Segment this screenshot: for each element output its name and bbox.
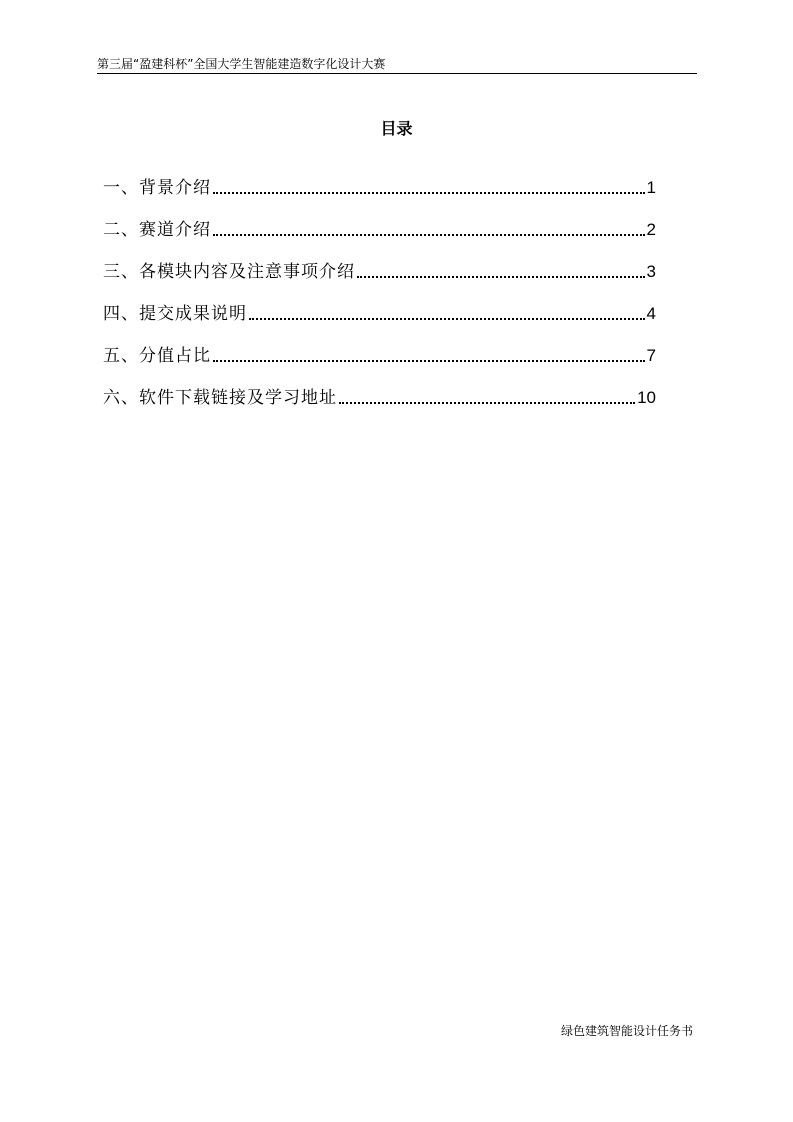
toc-entry-5[interactable] bbox=[103, 326, 656, 368]
toc-entry-number: 五、 bbox=[103, 346, 139, 366]
toc-entry-page: 1 bbox=[646, 178, 656, 197]
toc-entry-label: 软件下载链接及学习地址 bbox=[139, 388, 337, 408]
table-of-contents bbox=[103, 158, 656, 410]
toc-title: 目录 bbox=[380, 119, 413, 138]
toc-dot-leader bbox=[357, 275, 645, 278]
toc-dot-leader bbox=[339, 401, 635, 404]
toc-dot-leader bbox=[213, 191, 645, 194]
toc-entry-label: 各模块内容及注意事项介绍 bbox=[139, 262, 355, 282]
toc-entry-2[interactable] bbox=[103, 200, 656, 242]
toc-entry-number: 一、 bbox=[103, 178, 139, 198]
toc-entry-page: 10 bbox=[637, 388, 656, 407]
toc-entry-4[interactable] bbox=[103, 284, 656, 326]
toc-entry-3[interactable] bbox=[103, 242, 656, 284]
toc-entry-page: 2 bbox=[646, 220, 656, 239]
toc-entry-label: 分值占比 bbox=[139, 346, 211, 366]
toc-entry-page: 4 bbox=[646, 304, 656, 323]
toc-dot-leader bbox=[249, 317, 645, 320]
toc-entry-page: 3 bbox=[646, 262, 656, 281]
page-header bbox=[97, 57, 697, 74]
toc-entry-number: 四、 bbox=[103, 304, 139, 324]
toc-entry-number: 二、 bbox=[103, 220, 139, 240]
footer-text: 绿色建筑智能设计任务书 bbox=[560, 1024, 693, 1038]
toc-dot-leader bbox=[213, 233, 645, 236]
toc-entry-page: 7 bbox=[646, 346, 656, 365]
toc-entry-label: 提交成果说明 bbox=[139, 304, 247, 324]
toc-dot-leader bbox=[213, 359, 645, 362]
toc-entry-number: 三、 bbox=[103, 262, 139, 282]
header-text: 第三届“盈建科杯”全国大学生智能建造数字化设计大赛 bbox=[97, 57, 386, 71]
page-footer bbox=[561, 1024, 693, 1038]
toc-entry-number: 六、 bbox=[103, 388, 139, 408]
toc-entry-1[interactable] bbox=[103, 158, 656, 200]
toc-entry-6[interactable] bbox=[103, 368, 656, 410]
toc-entry-label: 赛道介绍 bbox=[139, 220, 211, 240]
toc-entry-label: 背景介绍 bbox=[139, 178, 211, 198]
